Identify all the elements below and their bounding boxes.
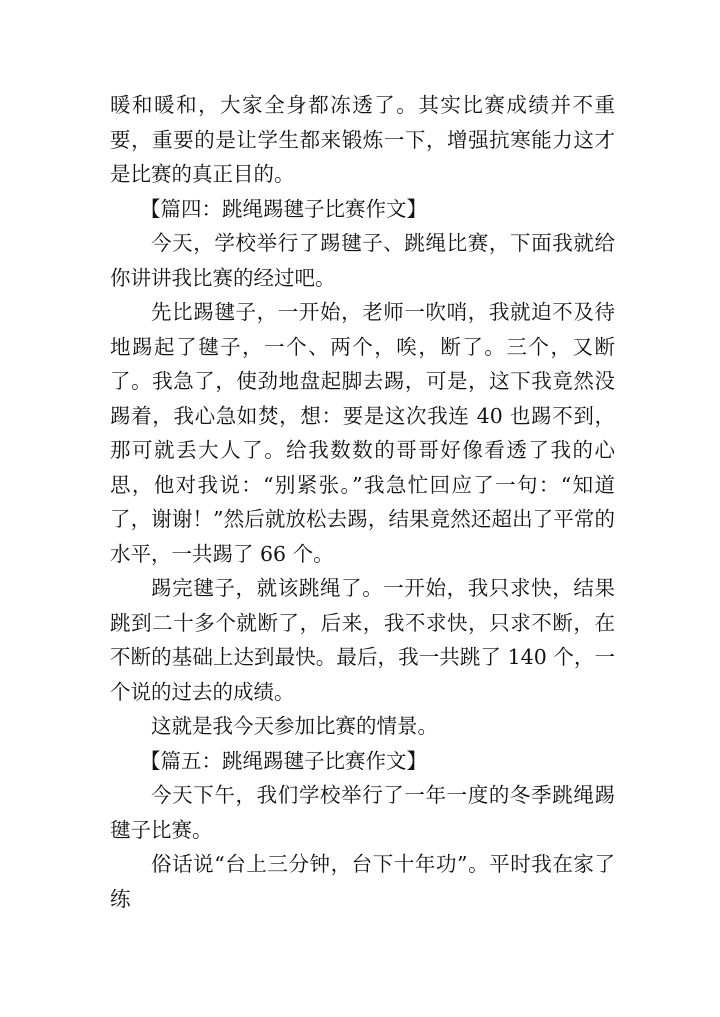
paragraph: 踢完毽子，就该跳绳了。一开始，我只求快，结果跳到二十多个就断了，后来，我不求快，只求不断，在不断的基础上达到最快。最后，我一共跳了 140 个，一个说的过去的成绩。: [110, 576, 615, 704]
paragraph: 先比踢毽子，一开始，老师一吹哨，我就迫不及待地踢起了毽子，一个、两个，唉，断了。三个，又断了。我急了，使劲地盘起脚去踢，可是，这下我竟然没踢着，我心急如焚，想：要是这次我连 40 也踢不到，那可就丢大人了。给我数数的哥哥好像看透了我的心思，他对我说：“别紧张。”我急忙回应了一句：“知道了，谢谢！”然后就放松去踢，结果竟然还超出了平常的水平，一共踢了 66 个。: [110, 300, 615, 566]
paragraph-continuation: 暖和暖和，大家全身都冻透了。其实比赛成绩并不重要，重要的是让学生都来锻炼一下，增强抗寒能力这才是比赛的真正目的。: [110, 93, 615, 186]
paragraph: 今天下午，我们学校举行了一年一度的冬季跳绳踢毽子比赛。: [110, 783, 615, 842]
paragraph: 俗话说“台上三分钟，台下十年功”。平时我在家了练: [110, 852, 615, 911]
section-heading-4: 【篇四：跳绳踢毽子比赛作文】: [140, 196, 427, 221]
paragraph: 这就是我今天参加比赛的情景。: [151, 714, 438, 738]
section-heading-5: 【篇五：跳绳踢毽子比赛作文】: [140, 748, 427, 773]
document-body: [110, 88, 615, 916]
paragraph: 今天，学校举行了踢毽子、跳绳比赛，下面我就给你讲讲我比赛的经过吧。: [110, 231, 615, 290]
